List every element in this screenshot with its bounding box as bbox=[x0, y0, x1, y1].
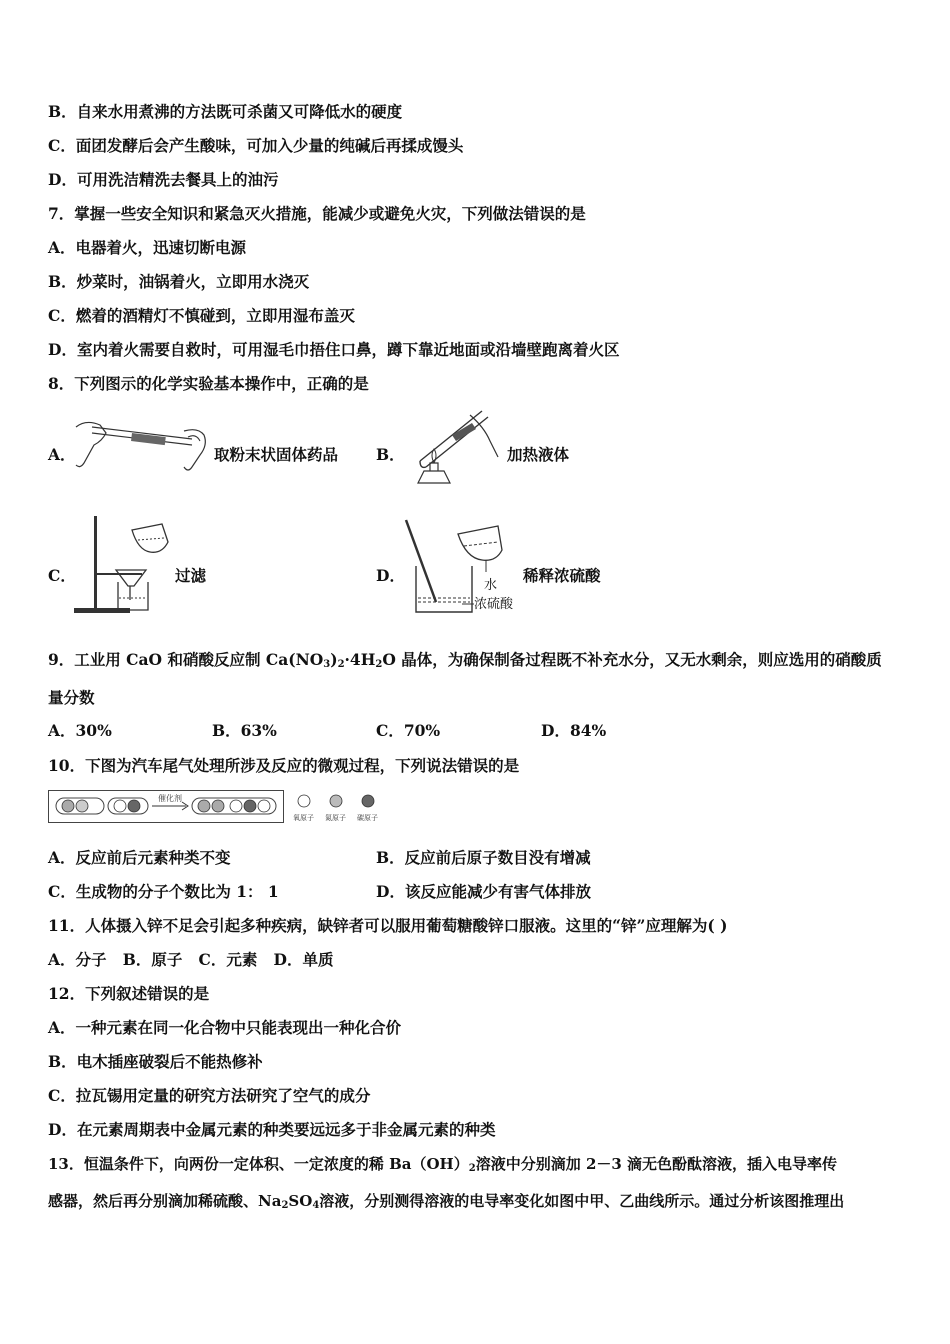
q9-stem: 9．工业用 CaO 和硝酸反应制 $Ca(NO_3)_2\cdot 4H_2O$ 晶体，为确保制备过程既不补充水分，又无水剩余，则应选用的硝酸质 bbox=[48, 650, 882, 670]
legend-nitrogen: 氮原子 bbox=[325, 814, 346, 822]
q10-stem: 10．下图为汽车尾气处理所涉及反应的微观过程，下列说法错误的是 bbox=[48, 756, 520, 775]
q7-option-b: B．炒菜时，油锅着火，立即用水浇灭 bbox=[48, 272, 310, 291]
q9-option-d: D．84% bbox=[541, 721, 607, 740]
q10-option-a: A．反应前后元素种类不变 bbox=[48, 848, 231, 867]
q9-option-b: B．63% bbox=[212, 721, 277, 740]
catalyst-label: 催化剂 bbox=[158, 794, 182, 803]
label-water: 水 bbox=[484, 578, 498, 593]
q8-option-c-caption: 过滤 bbox=[175, 566, 207, 585]
q7-option-c: C．燃着的酒精灯不慎碰到，立即用湿布盖灭 bbox=[48, 306, 355, 325]
q8-option-b-caption: 加热液体 bbox=[507, 445, 570, 464]
q10-option-d: D．该反应能减少有害气体排放 bbox=[376, 882, 591, 901]
q13-stem-line2: 感器，然后再分别滴加稀硫酸、$Na_2SO_4$溶液，分别测得溶液的电导率变化如图中甲、乙曲线所示。通过分析该图推理出 bbox=[48, 1192, 845, 1211]
q6-option-c: C．面团发酵后会产生酸味，可加入少量的纯碱后再揉成馒头 bbox=[48, 136, 464, 155]
q8-option-b-letter: B． bbox=[376, 445, 405, 464]
q8-option-a-letter: A． bbox=[48, 445, 76, 464]
q9-option-a: A．30% bbox=[48, 721, 112, 740]
q11-options: A．分子 B．原子 C．元素 D．单质 bbox=[48, 950, 334, 969]
q6-option-b: B．自来水用煮沸的方法既可杀菌又可降低水的硬度 bbox=[48, 102, 403, 121]
q9-option-c: C．70% bbox=[376, 721, 441, 740]
q7-option-a: A．电器着火，迅速切断电源 bbox=[48, 238, 247, 257]
heating-liquid-illustration bbox=[400, 405, 505, 485]
q12-option-c: C．拉瓦锡用定量的研究方法研究了空气的成分 bbox=[48, 1086, 371, 1105]
q10-option-b: B．反应前后原子数目没有增减 bbox=[376, 848, 591, 867]
q10-option-c: C．生成物的分子个数比为 1： 1 bbox=[48, 882, 279, 901]
q6-option-d: D．可用洗洁精洗去餐具上的油污 bbox=[48, 170, 279, 189]
q12-stem: 12．下列叙述错误的是 bbox=[48, 984, 210, 1003]
q7-stem: 7．掌握一些安全知识和紧急灭火措施，能减少或避免火灾，下列做法错误的是 bbox=[48, 204, 586, 223]
q13-stem-line1: 13．恒温条件下，向两份一定体积、一定浓度的稀 $Ba(OH)_2$溶液中分别滴加 2－3 滴无色酚酞溶液，插入电导率传 bbox=[48, 1155, 838, 1174]
powder-spoon-illustration bbox=[72, 415, 212, 475]
legend-oxygen: 氧原子 bbox=[293, 814, 314, 822]
q8-option-d-caption: 稀释浓硫酸 bbox=[523, 566, 601, 585]
q8-option-d-letter: D． bbox=[376, 566, 405, 585]
q11-stem: 11．人体摄入锌不足会引起多种疾病，缺锌者可以服用葡萄糖酸锌口服液。这里的“锌”应理解为( ) bbox=[48, 916, 728, 935]
legend-carbon: 碳原子 bbox=[357, 814, 378, 822]
q8-option-a-caption: 取粉末状固体药品 bbox=[214, 445, 339, 464]
q7-option-d: D．室内着火需要自救时，可用湿毛巾捂住口鼻，蹲下靠近地面或沿墙壁跑离着火区 bbox=[48, 340, 620, 359]
reaction-micro-diagram bbox=[48, 790, 398, 826]
label-concentrated-acid: 浓硫酸 bbox=[474, 597, 514, 612]
filtration-illustration bbox=[72, 512, 172, 614]
q9-stem-line2: 量分数 bbox=[48, 688, 95, 707]
q8-stem: 8．下列图示的化学实验基本操作中，正确的是 bbox=[48, 374, 369, 393]
q12-option-d: D．在元素周期表中金属元素的种类要远远多于非金属元素的种类 bbox=[48, 1120, 496, 1139]
q12-option-b: B．电木插座破裂后不能热修补 bbox=[48, 1052, 263, 1071]
q8-option-c-letter: C． bbox=[48, 566, 76, 585]
q12-option-a: A．一种元素在同一化合物中只能表现出一种化合价 bbox=[48, 1018, 402, 1037]
